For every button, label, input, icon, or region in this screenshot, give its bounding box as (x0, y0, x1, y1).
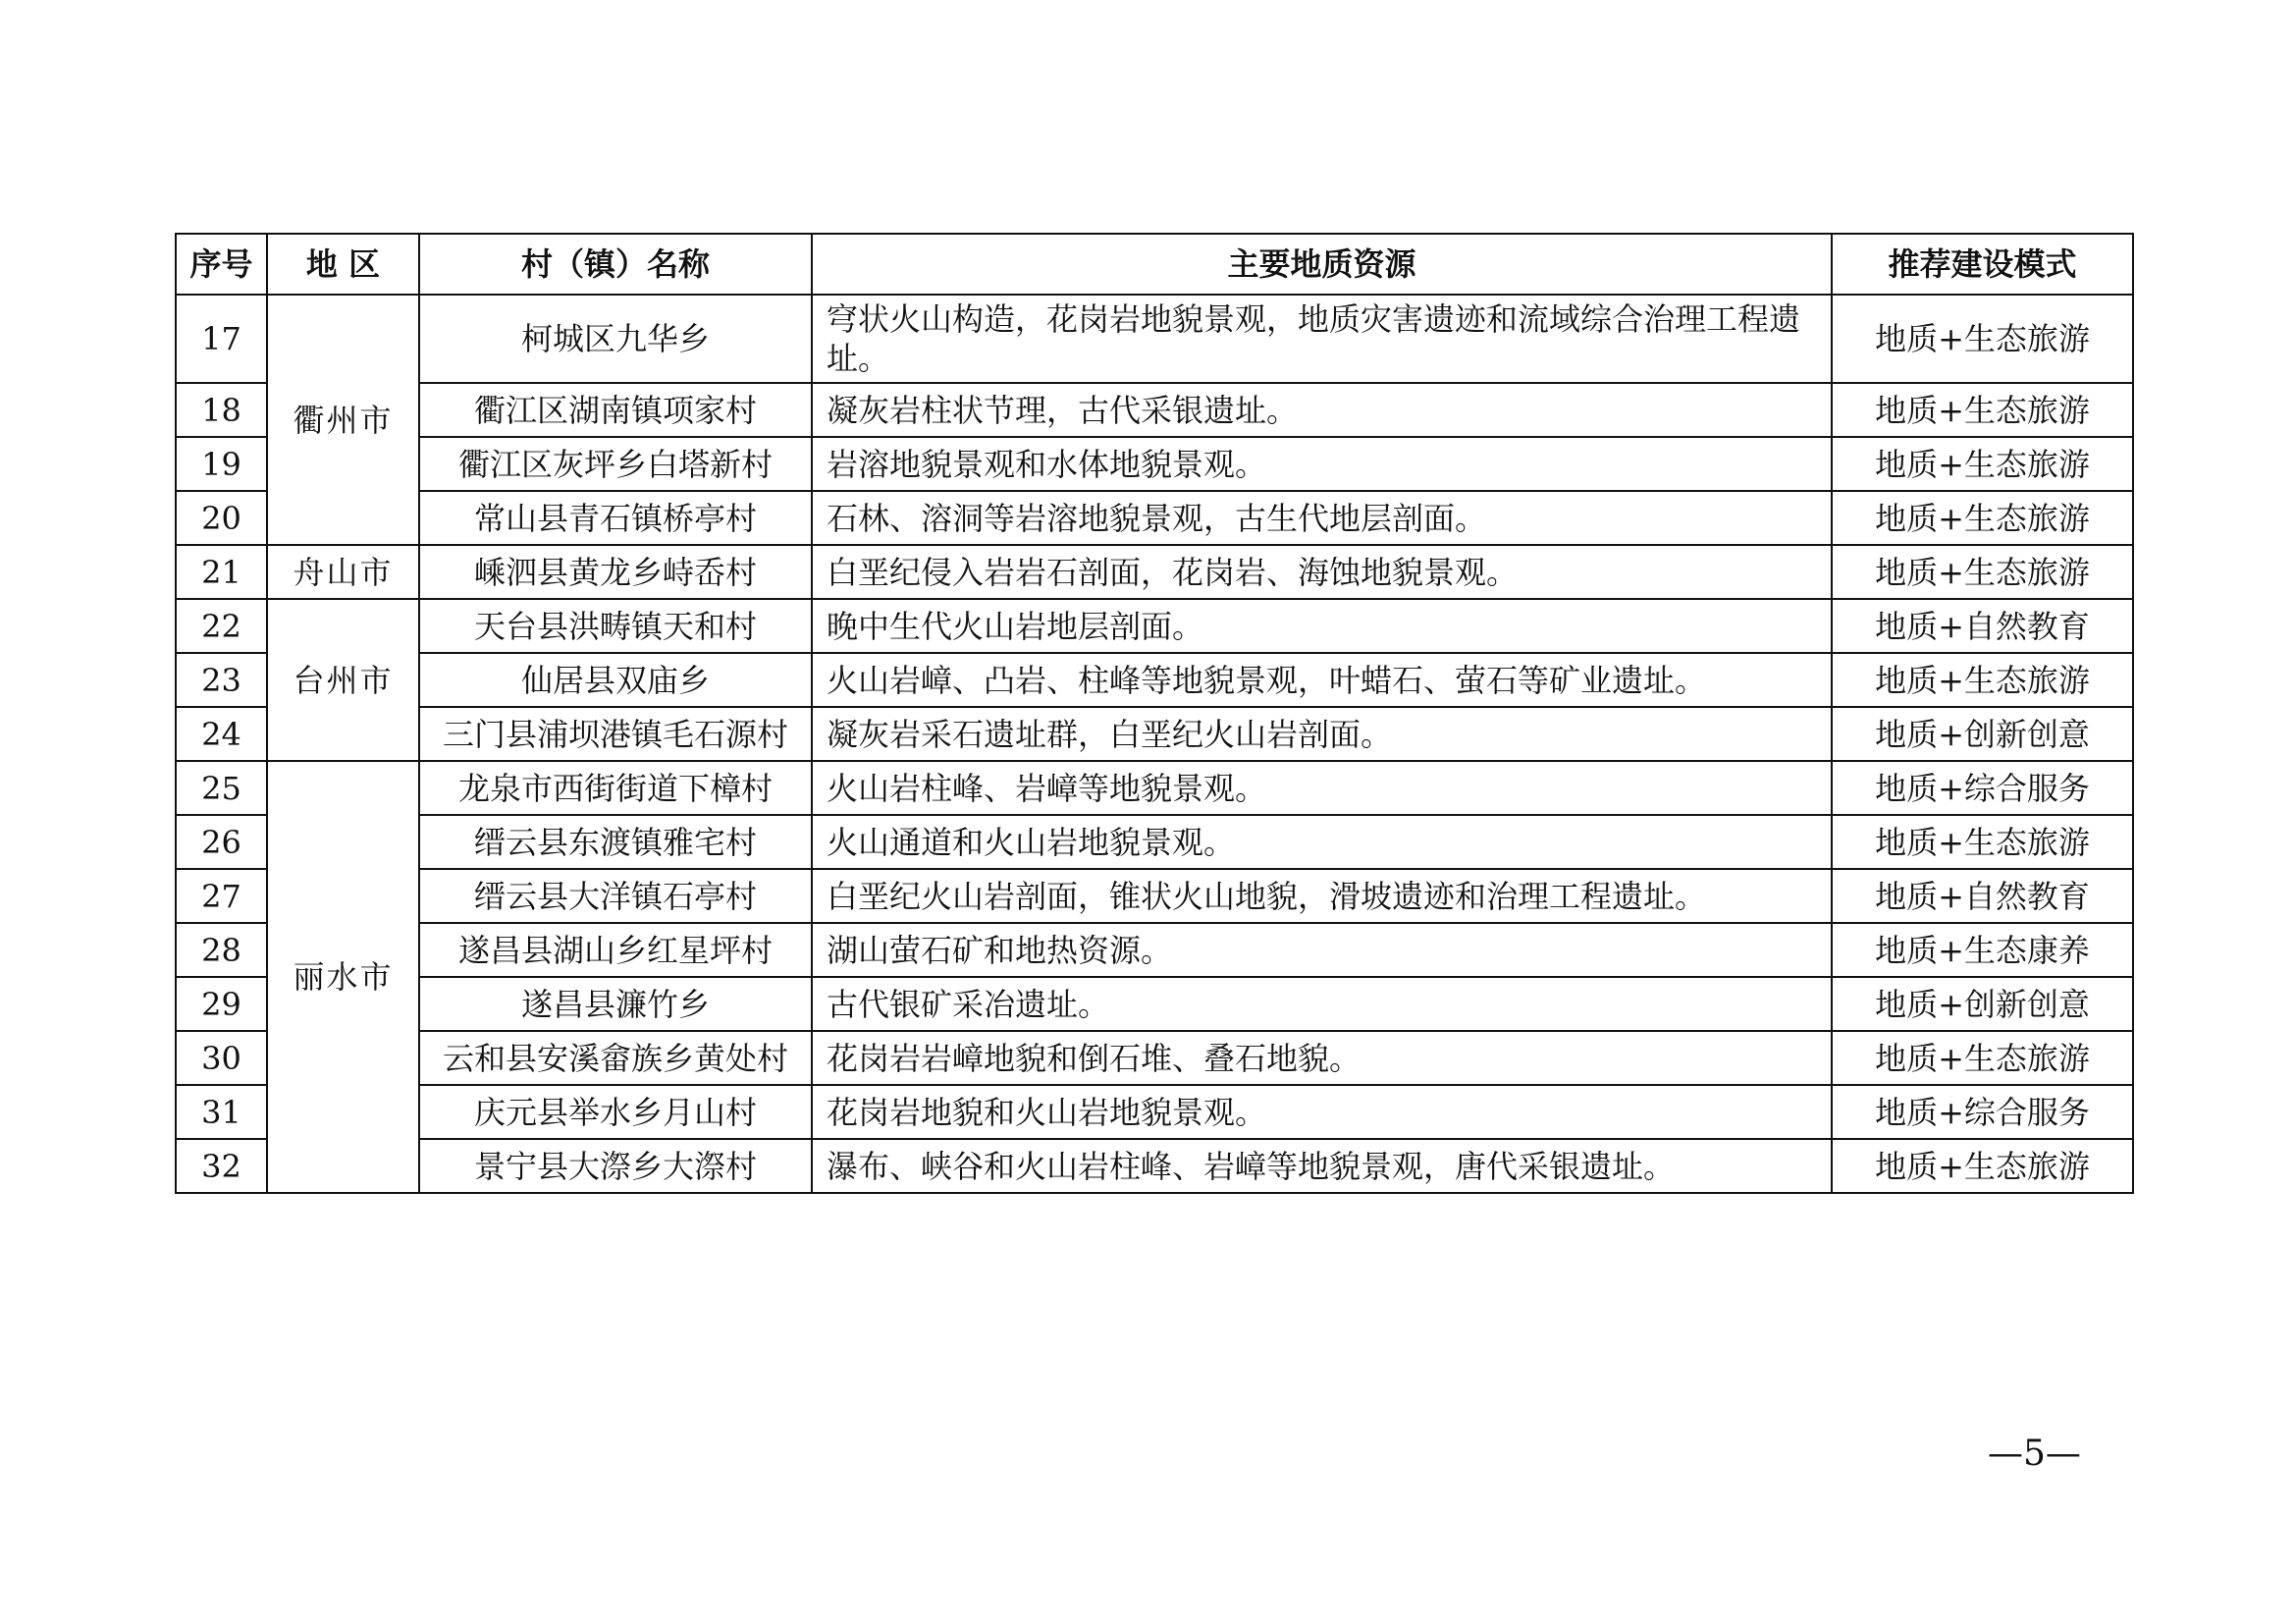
table-row (176, 545, 2133, 599)
row-name: 衢江区灰坪乡白塔新村 (419, 437, 812, 491)
row-mode: 地质+生态旅游 (1832, 491, 2133, 545)
header-region: 地 区 (267, 234, 419, 295)
row-name: 天台县洪畴镇天和村 (419, 599, 812, 653)
row-mode: 地质+生态旅游 (1832, 1031, 2133, 1085)
row-mode: 地质+生态康养 (1832, 923, 2133, 977)
row-no: 19 (176, 437, 267, 491)
row-no: 31 (176, 1085, 267, 1139)
table-row (176, 1031, 2133, 1085)
row-resources: 火山岩柱峰、岩嶂等地貌景观。 (812, 761, 1832, 815)
row-name: 遂昌县湖山乡红星坪村 (419, 923, 812, 977)
header-name: 村（镇）名称 (419, 234, 812, 295)
row-no: 30 (176, 1031, 267, 1085)
row-resources: 穹状火山构造，花岗岩地貌景观，地质灾害遗迹和流域综合治理工程遗址。 (812, 295, 1832, 383)
row-no: 20 (176, 491, 267, 545)
row-name: 常山县青石镇桥亭村 (419, 491, 812, 545)
table-row (176, 383, 2133, 437)
row-name: 衢江区湖南镇项家村 (419, 383, 812, 437)
table-row (176, 1139, 2133, 1193)
row-mode: 地质+自然教育 (1832, 869, 2133, 923)
table-row (176, 295, 2133, 383)
row-mode: 地质+生态旅游 (1832, 653, 2133, 707)
row-resources: 花岗岩岩嶂地貌和倒石堆、叠石地貌。 (812, 1031, 1832, 1085)
region-cell-zhoushan: 舟山市 (267, 545, 419, 599)
table-row (176, 491, 2133, 545)
row-name: 云和县安溪畲族乡黄处村 (419, 1031, 812, 1085)
row-no: 21 (176, 545, 267, 599)
row-no: 28 (176, 923, 267, 977)
row-no: 27 (176, 869, 267, 923)
row-name: 缙云县东渡镇雅宅村 (419, 815, 812, 869)
region-cell-lishui: 丽水市 (267, 761, 419, 1193)
row-mode: 地质+生态旅游 (1832, 815, 2133, 869)
row-resources: 火山岩嶂、凸岩、柱峰等地貌景观，叶蜡石、萤石等矿业遗址。 (812, 653, 1832, 707)
row-mode: 地质+创新创意 (1832, 977, 2133, 1031)
row-no: 18 (176, 383, 267, 437)
row-resources: 凝灰岩柱状节理，古代采银遗址。 (812, 383, 1832, 437)
row-no: 24 (176, 707, 267, 761)
row-resources: 凝灰岩采石遗址群，白垩纪火山岩剖面。 (812, 707, 1832, 761)
row-name: 龙泉市西街街道下樟村 (419, 761, 812, 815)
table-row (176, 761, 2133, 815)
row-mode: 地质+生态旅游 (1832, 545, 2133, 599)
row-name: 景宁县大漈乡大漈村 (419, 1139, 812, 1193)
row-resources: 岩溶地貌景观和水体地貌景观。 (812, 437, 1832, 491)
header-no: 序号 (176, 234, 267, 295)
row-mode: 地质+生态旅游 (1832, 383, 2133, 437)
row-resources: 石林、溶洞等岩溶地貌景观，古生代地层剖面。 (812, 491, 1832, 545)
row-resources: 白垩纪火山岩剖面，锥状火山地貌，滑坡遗迹和治理工程遗址。 (812, 869, 1832, 923)
table-row (176, 1085, 2133, 1139)
row-name: 三门县浦坝港镇毛石源村 (419, 707, 812, 761)
row-no: 22 (176, 599, 267, 653)
region-cell-quzhou: 衢州市 (267, 295, 419, 545)
row-name: 嵊泗县黄龙乡峙岙村 (419, 545, 812, 599)
table-row (176, 815, 2133, 869)
row-name: 遂昌县濂竹乡 (419, 977, 812, 1031)
table-row (176, 437, 2133, 491)
row-mode: 地质+自然教育 (1832, 599, 2133, 653)
row-mode: 地质+综合服务 (1832, 761, 2133, 815)
row-mode: 地质+生态旅游 (1832, 437, 2133, 491)
row-mode: 地质+创新创意 (1832, 707, 2133, 761)
row-no: 25 (176, 761, 267, 815)
row-resources: 晚中生代火山岩地层剖面。 (812, 599, 1832, 653)
row-resources: 湖山萤石矿和地热资源。 (812, 923, 1832, 977)
table-row (176, 707, 2133, 761)
row-mode: 地质+综合服务 (1832, 1085, 2133, 1139)
row-resources: 瀑布、峡谷和火山岩柱峰、岩嶂等地貌景观，唐代采银遗址。 (812, 1139, 1832, 1193)
row-resources: 火山通道和火山岩地貌景观。 (812, 815, 1832, 869)
geo-village-table (175, 233, 2134, 1194)
row-name: 柯城区九华乡 (419, 295, 812, 383)
table-row (176, 653, 2133, 707)
table-row (176, 977, 2133, 1031)
header-resources: 主要地质资源 (812, 234, 1832, 295)
row-no: 23 (176, 653, 267, 707)
table-header-row (176, 234, 2133, 295)
row-name: 仙居县双庙乡 (419, 653, 812, 707)
row-mode: 地质+生态旅游 (1832, 1139, 2133, 1193)
table-row (176, 869, 2133, 923)
row-resources: 白垩纪侵入岩岩石剖面，花岗岩、海蚀地貌景观。 (812, 545, 1832, 599)
row-name: 庆元县举水乡月山村 (419, 1085, 812, 1139)
row-no: 32 (176, 1139, 267, 1193)
page-number: —5— (1988, 1434, 2081, 1474)
region-cell-taizhou: 台州市 (267, 599, 419, 761)
row-mode: 地质+生态旅游 (1832, 295, 2133, 383)
row-resources: 古代银矿采冶遗址。 (812, 977, 1832, 1031)
table-row (176, 923, 2133, 977)
header-mode: 推荐建设模式 (1832, 234, 2133, 295)
row-name: 缙云县大洋镇石亭村 (419, 869, 812, 923)
row-resources: 花岗岩地貌和火山岩地貌景观。 (812, 1085, 1832, 1139)
row-no: 29 (176, 977, 267, 1031)
table-row (176, 599, 2133, 653)
row-no: 17 (176, 295, 267, 383)
row-no: 26 (176, 815, 267, 869)
